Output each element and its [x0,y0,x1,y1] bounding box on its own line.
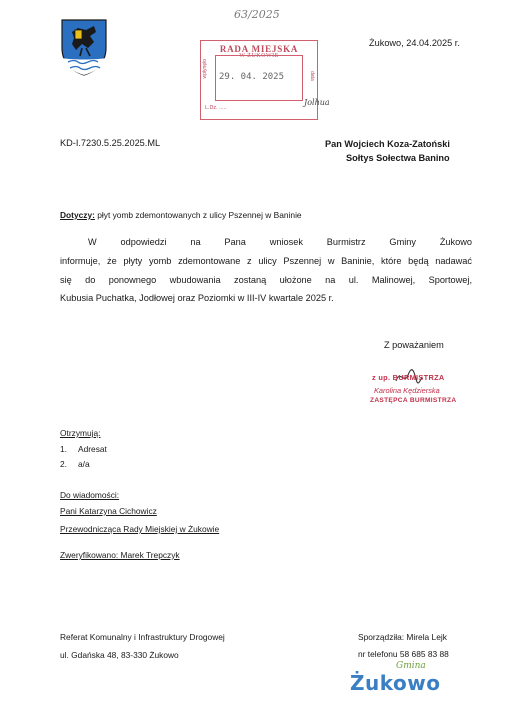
stamp-footer: L.Dz. ..... [205,105,227,111]
coat-of-arms-icon [60,18,108,76]
info-recipient-title: Przewodnicząca Rady Miejskiej w Żukowie [60,524,220,534]
stamp-side-right: data [309,71,315,81]
signature-authority: z up. BURMISTRZA [372,373,445,382]
body-text-3: się do ponownego wbudowania zostaną ułożone na ul. Malinowej, Sportowej, [60,275,472,285]
recipient-title: Sołtys Sołectwa Banino [346,153,450,163]
registry-stamp [200,40,318,120]
recipient-item-1 [60,443,107,455]
footer-phone: nr telefonu 58 685 83 88 [358,649,449,659]
stamp-date: 29. 04. 2025 [219,72,285,82]
subject-label: Dotyczy: [60,210,95,220]
body-text-2: informuje, że płyty yomb zdemontowane z ulicy Pszennej w Baninie, które będą nadawać [60,256,472,266]
body-line-3 [60,274,472,287]
body-line-2 [60,255,472,268]
verified-by: Zweryfikowano: Marek Trepczyk [60,550,180,560]
place-date: Żukowo, 24.04.2025 r. [369,38,460,48]
footer-prepared-by: Sporządziła: Mirela Lejk [358,632,447,642]
for-information-label: Do wiadomości: [60,490,120,500]
logo-zukowo-text: Żukowo [350,671,441,695]
recipient-item-text: a/a [78,459,90,469]
signature-role: ZASTĘPCA BURMISTRZA [370,397,457,404]
stamp-side-left: wpłynęło [202,59,208,79]
recipient-name: Pan Wojciech Koza-Zatoński [325,139,450,149]
recipients-label: Otrzymują: [60,428,101,438]
recipient-item-number: 1. [60,444,67,454]
recipient-item-number: 2. [60,459,67,469]
case-reference: KD-I.7230.5.25.2025.ML [60,138,161,148]
stamp-title: RADA MIEJSKA [219,44,299,54]
logo-gmina-text: Gmina [396,661,426,671]
stamp-subtitle: W ŻUKOWIE [239,53,279,59]
regards: Z poważaniem [384,340,444,350]
body-line-4: Kubusia Puchatka, Jodłowej oraz Poziomki w III-IV kwartale 2025 r. [60,293,334,303]
recipient-item-text: Adresat [78,444,107,454]
footer-address: ul. Gdańska 48, 83-330 Żukowo [60,650,179,660]
handwritten-reference: 63/2025 [234,8,280,21]
stamp-handwritten-initials: Jolhua [304,98,330,107]
footer-department: Referat Komunalny i Infrastruktury Drogowej [60,632,225,642]
signature-name: Karolina Kędzierska [374,386,440,395]
body-line-1 [88,236,472,249]
recipient-item-2 [60,458,90,470]
body-text-1: W odpowiedzi na Pana wniosek Burmistrz Gminy Żukowo [88,237,472,247]
info-recipient-name: Pani Katarzyna Cichowicz [60,506,157,516]
subject-line [60,209,302,221]
subject-text: płyt yomb zdemontowanych z ulicy Pszennej w Baninie [94,210,302,220]
